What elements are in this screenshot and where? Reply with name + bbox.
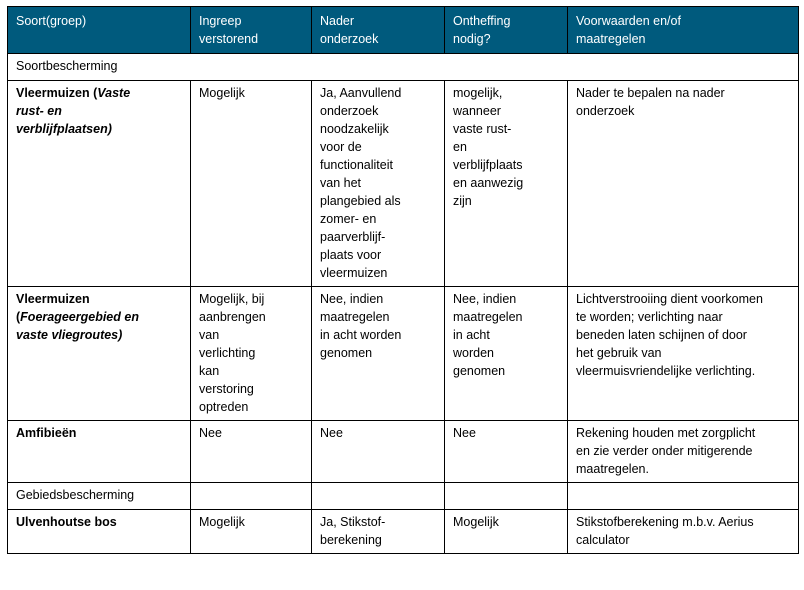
species-name: Vleermuizen (: [16, 86, 98, 100]
header-soortgroep: Soort(groep): [8, 7, 191, 54]
species-qualifier: Foerageergebied en vaste vliegroutes): [16, 310, 139, 342]
header-ontheffing: Ontheffing nodig?: [445, 7, 568, 54]
species-qualifier: Vaste rust- en verblijfplaatsen): [16, 86, 131, 136]
header-row: [8, 7, 799, 54]
header-ingreep: Ingreep verstorend: [191, 7, 312, 54]
assessment-table: [7, 6, 799, 554]
voorwaarden-cell: Rekening houden met zorgplicht en zie verder onder mitigerende maatregelen.: [568, 421, 799, 483]
species-name: Amfibieën: [16, 426, 77, 440]
section-title-gebiedsbescherming: Gebiedsbescherming: [8, 483, 191, 510]
section-row-soortbescherming: [8, 54, 799, 81]
empty-cell: [191, 483, 312, 510]
onderzoek-cell: Ja, Stikstof- berekening: [312, 510, 445, 554]
ingreep-cell: Nee: [191, 421, 312, 483]
empty-cell: [445, 483, 568, 510]
species-name-cell: [8, 287, 191, 421]
table-row: [8, 421, 799, 483]
ingreep-cell: Mogelijk: [191, 81, 312, 287]
table-row: [8, 81, 799, 287]
species-name-cell: [8, 421, 191, 483]
species-name-cell: [8, 81, 191, 287]
ontheffing-cell: Mogelijk: [445, 510, 568, 554]
table-row: [8, 510, 799, 554]
voorwaarden-cell: Nader te bepalen na nader onderzoek: [568, 81, 799, 287]
voorwaarden-cell: Lichtverstrooiing dient voorkomen te worden; verlichting naar beneden laten schijnen of door het gebruik van vleermuisvriendelijke verlichting.: [568, 287, 799, 421]
section-row-gebiedsbescherming: [8, 483, 799, 510]
ingreep-cell: Mogelijk, bij aanbrengen van verlichting kan verstoring optreden: [191, 287, 312, 421]
onderzoek-cell: Nee, indien maatregelen in acht worden genomen: [312, 287, 445, 421]
ontheffing-cell: Nee, indien maatregelen in acht worden genomen: [445, 287, 568, 421]
section-title-soortbescherming: Soortbescherming: [8, 54, 799, 81]
species-name: Vleermuizen (: [16, 292, 90, 324]
onderzoek-cell: Nee: [312, 421, 445, 483]
onderzoek-cell: Ja, Aanvullend onderzoek noodzakelijk voor de functionaliteit van het plangebied als zomer- en paarverblijf- plaats voor vleermuizen: [312, 81, 445, 287]
area-name: Ulvenhoutse bos: [16, 515, 117, 529]
voorwaarden-cell: Stikstofberekening m.b.v. Aerius calculator: [568, 510, 799, 554]
header-nader-onderzoek: Nader onderzoek: [312, 7, 445, 54]
header-voorwaarden: Voorwaarden en/of maatregelen: [568, 7, 799, 54]
empty-cell: [312, 483, 445, 510]
ingreep-cell: Mogelijk: [191, 510, 312, 554]
table-row: [8, 287, 799, 421]
ontheffing-cell: mogelijk, wanneer vaste rust- en verblijfplaats en aanwezig zijn: [445, 81, 568, 287]
ontheffing-cell: Nee: [445, 421, 568, 483]
area-name-cell: [8, 510, 191, 554]
empty-cell: [568, 483, 799, 510]
